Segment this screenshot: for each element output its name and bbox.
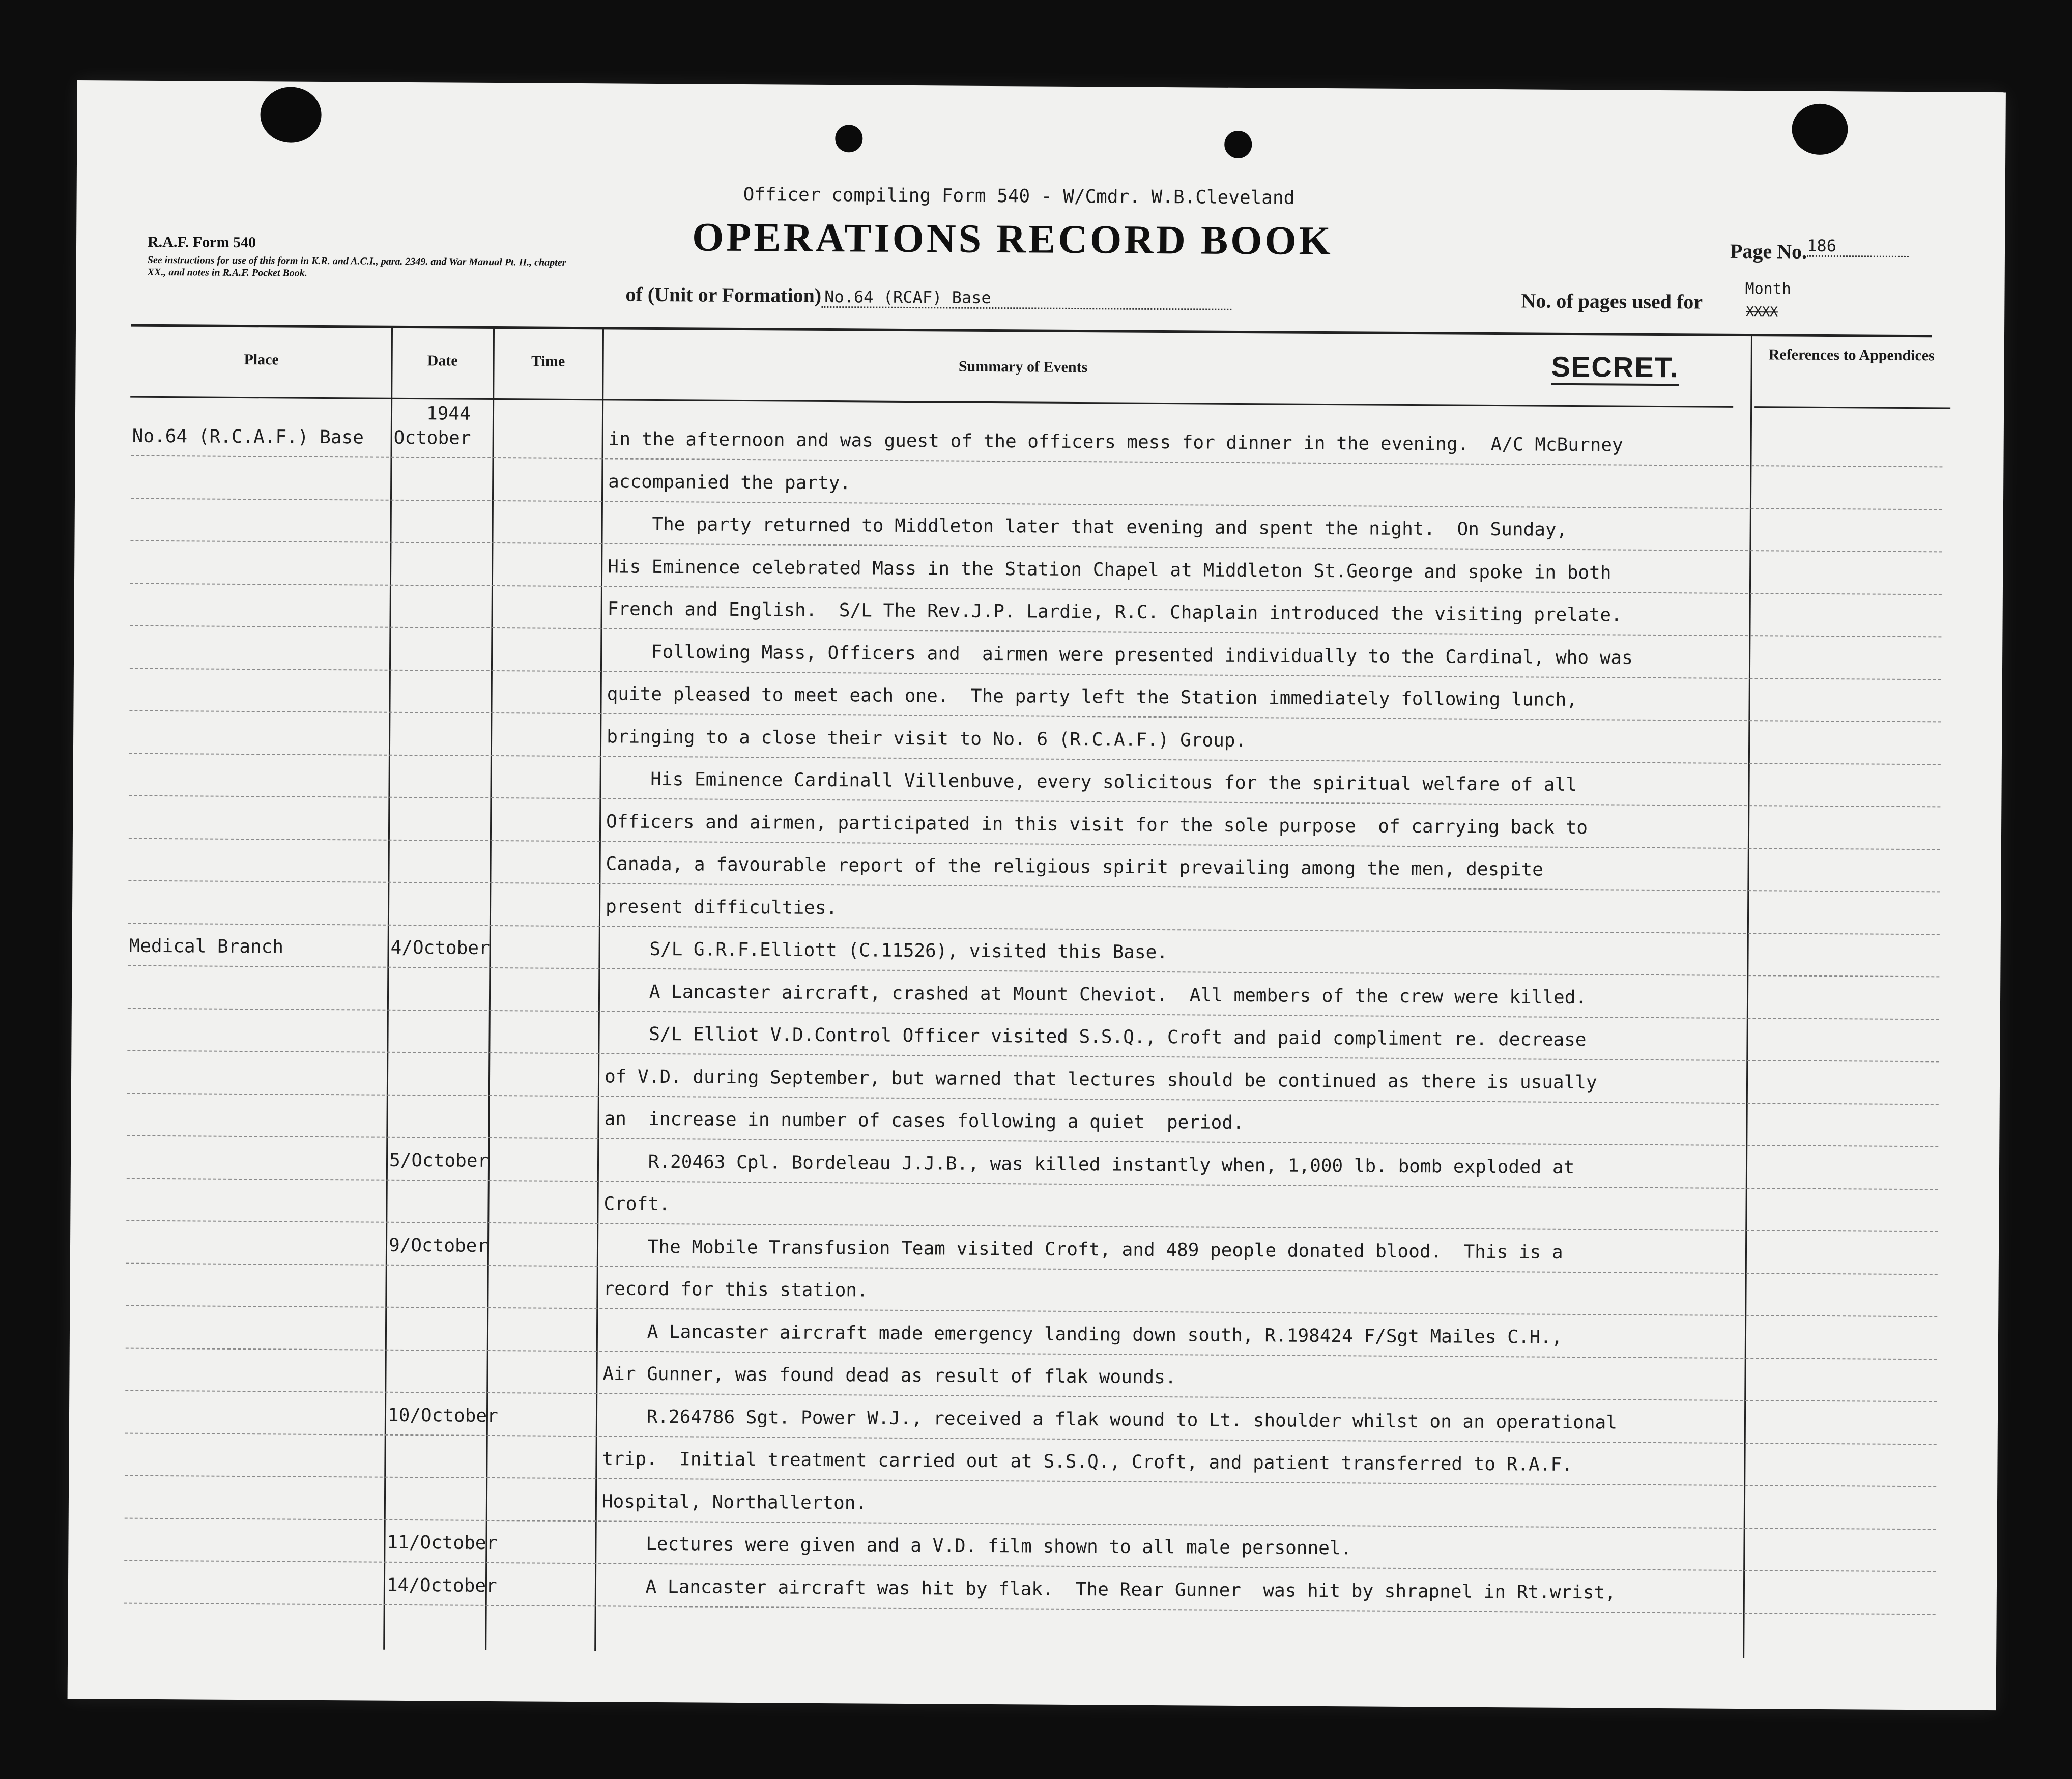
entry-summary-line: Croft.	[603, 1193, 670, 1215]
page-number-value: 186	[1807, 236, 1909, 257]
row-rule	[130, 583, 1942, 595]
column-header-place: Place	[244, 351, 279, 368]
entry-summary-line: Following Mass, Officers and airmen were presented individually to the Cardinal, who was	[607, 641, 1633, 669]
row-rule	[125, 1390, 1937, 1402]
entry-summary-line: The Mobile Transfusion Team visited Croft, and 489 people donated blood. This is a	[603, 1236, 1563, 1263]
page-number	[1730, 236, 1909, 264]
entry-summary-line: R.20463 Cpl. Bordeleau J.J.B., was killed instantly when, 1,000 lb. bomb exploded at	[603, 1151, 1575, 1178]
entry-summary-line: Air Gunner, was found dead as result of flak wounds.	[602, 1363, 1176, 1388]
punch-hole-center-right	[1224, 131, 1252, 158]
row-rule	[127, 1178, 1938, 1190]
row-rule	[130, 668, 1941, 680]
entry-year: 1944	[426, 403, 471, 424]
entry-summary-line: His Eminence Cardinall Villenbuve, every solicitous for the spiritual welfare of all	[606, 768, 1577, 796]
entry-date: October	[393, 427, 471, 449]
column-header-summary: Summary of Events	[958, 358, 1088, 376]
entry-date: 4/October	[390, 937, 490, 959]
unit-label: of (Unit or Formation)	[625, 282, 822, 307]
table-header-rule	[130, 396, 1733, 408]
row-rule	[125, 1432, 1937, 1445]
row-rule	[126, 1305, 1937, 1317]
entry-date: 14/October	[386, 1574, 497, 1596]
row-rule	[130, 540, 1942, 553]
punch-hole-center-left	[835, 125, 862, 152]
column-header-references: References to Appendices	[1768, 346, 1935, 364]
form-instructions: See instructions for use of this form in K.R. and A.C.I., para. 2349. and War Manual Pt. II., chapter XX., and notes in R.A.F. Pocket Book.	[147, 254, 566, 279]
entry-summary-line: in the afternoon and was guest of the officers mess for dinner in the evening. A/C McBurney	[608, 428, 1623, 456]
row-rule	[126, 1262, 1938, 1275]
page-title: OPERATIONS RECORD BOOK	[692, 215, 1334, 264]
entry-summary-line: quite pleased to meet each one. The party left the Station immediately following lunch,	[607, 683, 1578, 711]
row-rule	[128, 965, 1939, 978]
column-divider-place-date	[383, 327, 393, 1650]
entry-summary-line: present difficulties.	[605, 896, 838, 919]
entry-summary-line: R.264786 Sgt. Power W.J., received a flak wound to Lt. shoulder whilst on an operational	[602, 1405, 1618, 1433]
row-rule	[126, 1347, 1937, 1360]
entry-summary-line: The party returned to Middleton later that evening and spent the night. On Sunday,	[608, 513, 1568, 540]
entry-summary-line: Canada, a favourable report of the religious spirit prevailing among the men, despite	[606, 853, 1543, 880]
row-rule	[127, 1050, 1939, 1063]
entry-summary-line: an increase in number of cases following a quiet period.	[604, 1108, 1244, 1134]
row-rule	[131, 455, 1942, 468]
entry-summary-line: Lectures were given and a V.D. film shown to all male personnel.	[601, 1533, 1352, 1559]
entry-place: No.64 (R.C.A.F.) Base	[132, 425, 364, 448]
entry-summary-line: Hospital, Northallerton.	[601, 1490, 867, 1514]
row-rule	[129, 753, 1941, 765]
row-rule	[129, 838, 1940, 850]
entry-date: 10/October	[387, 1404, 498, 1426]
row-rule	[124, 1560, 1936, 1572]
entry-summary-line: S/L Elliot V.D.Control Officer visited S.S.Q., Croft and paid compliment re. decrease	[605, 1023, 1587, 1051]
entry-summary-line: A Lancaster aircraft made emergency landing down south, R.198424 F/Sgt Mailes C.H.,	[602, 1321, 1563, 1348]
entry-date: 9/October	[388, 1235, 488, 1256]
row-rule	[127, 1093, 1939, 1105]
row-rule	[125, 1475, 1936, 1487]
row-rule	[124, 1602, 1936, 1615]
month-struck: XXXX	[1746, 304, 1778, 320]
unit-line	[625, 282, 1231, 310]
column-divider-date-time	[485, 327, 495, 1650]
unit-value: No.64 (RCAF) Base	[821, 287, 1231, 310]
entry-summary-line: French and English. S/L The Rev.J.P. Lardie, R.C. Chaplain introduced the visiting prelate.	[607, 598, 1622, 626]
row-rule	[129, 710, 1941, 723]
entry-summary-line: accompanied the party.	[608, 471, 851, 494]
column-header-time: Time	[531, 353, 565, 370]
entry-summary-line: His Eminence celebrated Mass in the Station Chapel at Middleton St.George and spoke in both	[608, 556, 1611, 583]
punch-hole-left	[260, 87, 322, 143]
row-rule	[128, 923, 1940, 935]
row-rule	[127, 1135, 1938, 1147]
row-rule	[126, 1220, 1938, 1232]
compiler-line: Officer compiling Form 540 - W/Cmdr. W.B.Cleveland	[743, 184, 1295, 209]
entry-summary-line: Officers and airmen, participated in this visit for the sole purpose of carrying back to	[606, 811, 1588, 838]
secret-stamp: SECRET.	[1551, 350, 1679, 386]
entry-date: 11/October	[387, 1532, 498, 1554]
row-rule	[128, 1008, 1939, 1020]
entry-summary-line: trip. Initial treatment carried out at S.S.Q., Croft, and patient transferred to R.A.F.	[602, 1448, 1573, 1476]
table-top-rule	[131, 324, 1932, 338]
form-title: R.A.F. Form 540	[147, 233, 256, 251]
pages-used-label: No. of pages used for	[1521, 289, 1703, 313]
references-header-rule	[1754, 406, 1950, 409]
row-rule	[131, 498, 1942, 510]
row-rule	[125, 1517, 1936, 1530]
column-header-date: Date	[427, 352, 458, 369]
form-identifier	[148, 234, 581, 281]
month-note: Month	[1745, 280, 1791, 298]
entry-summary-line: S/L G.R.F.Elliott (C.11526), visited this Base.	[605, 938, 1168, 963]
entry-summary-line: A Lancaster aircraft, crashed at Mount Cheviot. All members of the crew were killed.	[605, 981, 1587, 1008]
entry-summary-line: A Lancaster aircraft was hit by flak. The Rear Gunner was hit by shrapnel in Rt.wrist,	[601, 1575, 1617, 1603]
row-rule	[128, 880, 1940, 893]
entry-summary-line: of V.D. during September, but warned that lectures should be continued as there is usually	[604, 1066, 1597, 1093]
column-divider-summary-references	[1743, 335, 1752, 1658]
entry-place: Medical Branch	[129, 935, 284, 958]
row-rule	[129, 795, 1940, 808]
entry-summary-line: bringing to a close their visit to No. 6 (R.C.A.F.) Group.	[607, 726, 1247, 751]
form-sheet	[68, 80, 2006, 1710]
page-number-label: Page No.	[1730, 239, 1807, 263]
entry-summary-line: record for this station.	[603, 1278, 868, 1301]
row-rule	[130, 625, 1941, 638]
entry-date: 5/October	[389, 1150, 489, 1171]
punch-hole-right	[1792, 104, 1848, 155]
